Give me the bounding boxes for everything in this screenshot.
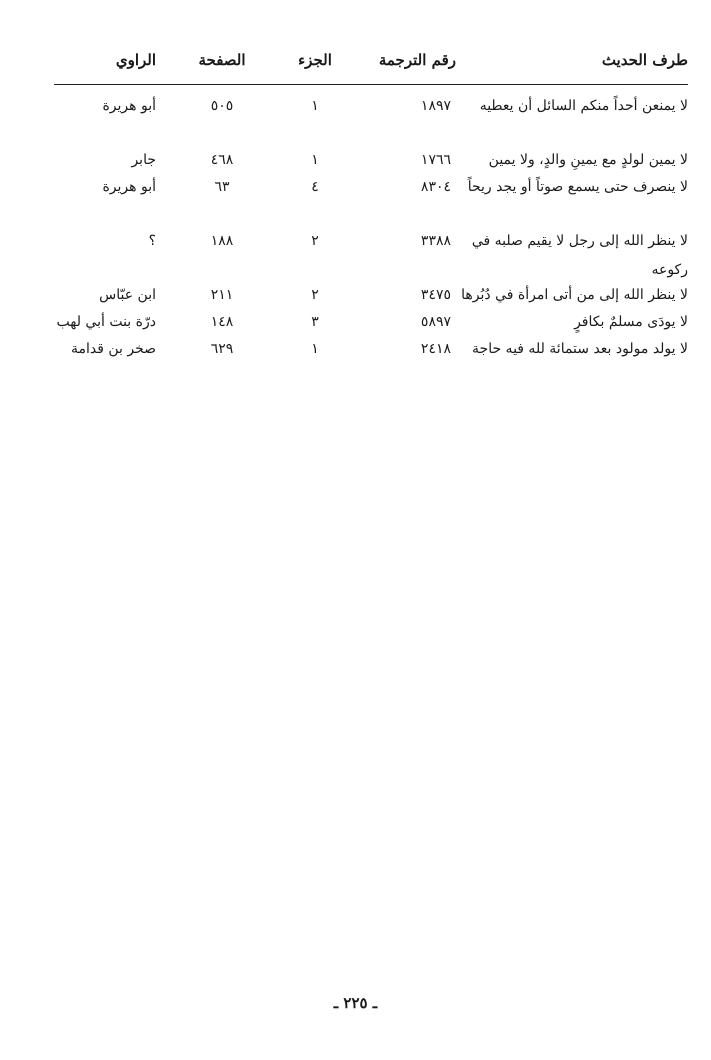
table-row: [0, 281, 711, 308]
table-row: [0, 146, 711, 173]
header-divider: [54, 84, 688, 85]
juz-cell: ١: [311, 341, 319, 357]
hadith-table: [0, 92, 711, 389]
page-cell: ٤٦٨: [210, 152, 234, 168]
rawi-cell: درّة بنت أبي لهب: [56, 314, 156, 330]
rawi-cell: أبو هريرة: [102, 98, 156, 114]
hadith-cell: لا يمين لولدٍ مع يمينِ والدٍ، ولا يمين: [488, 152, 688, 168]
table-row: [0, 92, 711, 146]
rawi-cell: جابر: [131, 152, 156, 168]
table-row: [0, 335, 711, 389]
tarjama-cell: ١٧٦٦: [420, 152, 451, 168]
tarjama-cell: ٨٣٠٤: [420, 179, 451, 195]
juz-cell: ١: [311, 152, 319, 168]
col-header-tarjama: رقم الترجمة: [378, 51, 456, 69]
page-cell: ١٨٨: [210, 233, 234, 249]
table-header: [0, 44, 711, 76]
hadith-cell: لا ينصرف حتى يسمع صوتاً أو يجد ريحاً: [467, 179, 688, 195]
hadith-cell: لا ينظر الله إلى من أتى امرأة في دُبُرها: [461, 287, 688, 303]
page-cell: ٦٣: [214, 179, 230, 195]
hadith-cell: لا يودَى مسلمٌ بكافرٍ: [574, 314, 688, 330]
tarjama-cell: ٣٣٨٨: [420, 233, 451, 249]
col-header-rawi: الراوي: [115, 51, 156, 69]
juz-cell: ٢: [311, 233, 319, 249]
rawi-cell: صخر بن قدامة: [70, 341, 156, 357]
hadith-cell: لا يمنعن أحداً منكم السائل أن يعطيه: [479, 98, 688, 114]
hadith-cell: لا ينظر الله إلى رجل لا يقيم صلبه في ركوعه: [471, 233, 688, 278]
tarjama-cell: ٢٤١٨: [420, 341, 451, 357]
tarjama-cell: ٣٤٧٥: [420, 287, 451, 303]
col-header-hadith: طرف الحديث: [601, 51, 688, 69]
table-row: [0, 227, 711, 281]
hadith-cell: لا يولد مولود بعد ستمائة لله فيه حاجة: [472, 341, 688, 357]
tarjama-cell: ٥٨٩٧: [420, 314, 451, 330]
page-cell: ٥٠٥: [210, 98, 234, 114]
col-header-juz: الجزء: [298, 51, 332, 69]
tarjama-cell: ١٨٩٧: [420, 98, 451, 114]
table-row: [0, 173, 711, 227]
juz-cell: ٢: [311, 287, 319, 303]
juz-cell: ١: [311, 98, 319, 114]
rawi-cell: أبو هريرة: [102, 179, 156, 195]
page-number: ـ ٢٢٥ ـ: [333, 994, 378, 1012]
page-cell: ٢١١: [210, 287, 234, 303]
rawi-cell: ؟: [148, 233, 156, 249]
rawi-cell: ابن عبّاس: [99, 287, 156, 303]
table-row: [0, 308, 711, 335]
juz-cell: ٣: [311, 314, 319, 330]
juz-cell: ٤: [311, 179, 319, 195]
page-cell: ١٤٨: [210, 314, 234, 330]
page-cell: ٦٢٩: [210, 341, 234, 357]
col-header-page: الصفحة: [198, 51, 246, 69]
